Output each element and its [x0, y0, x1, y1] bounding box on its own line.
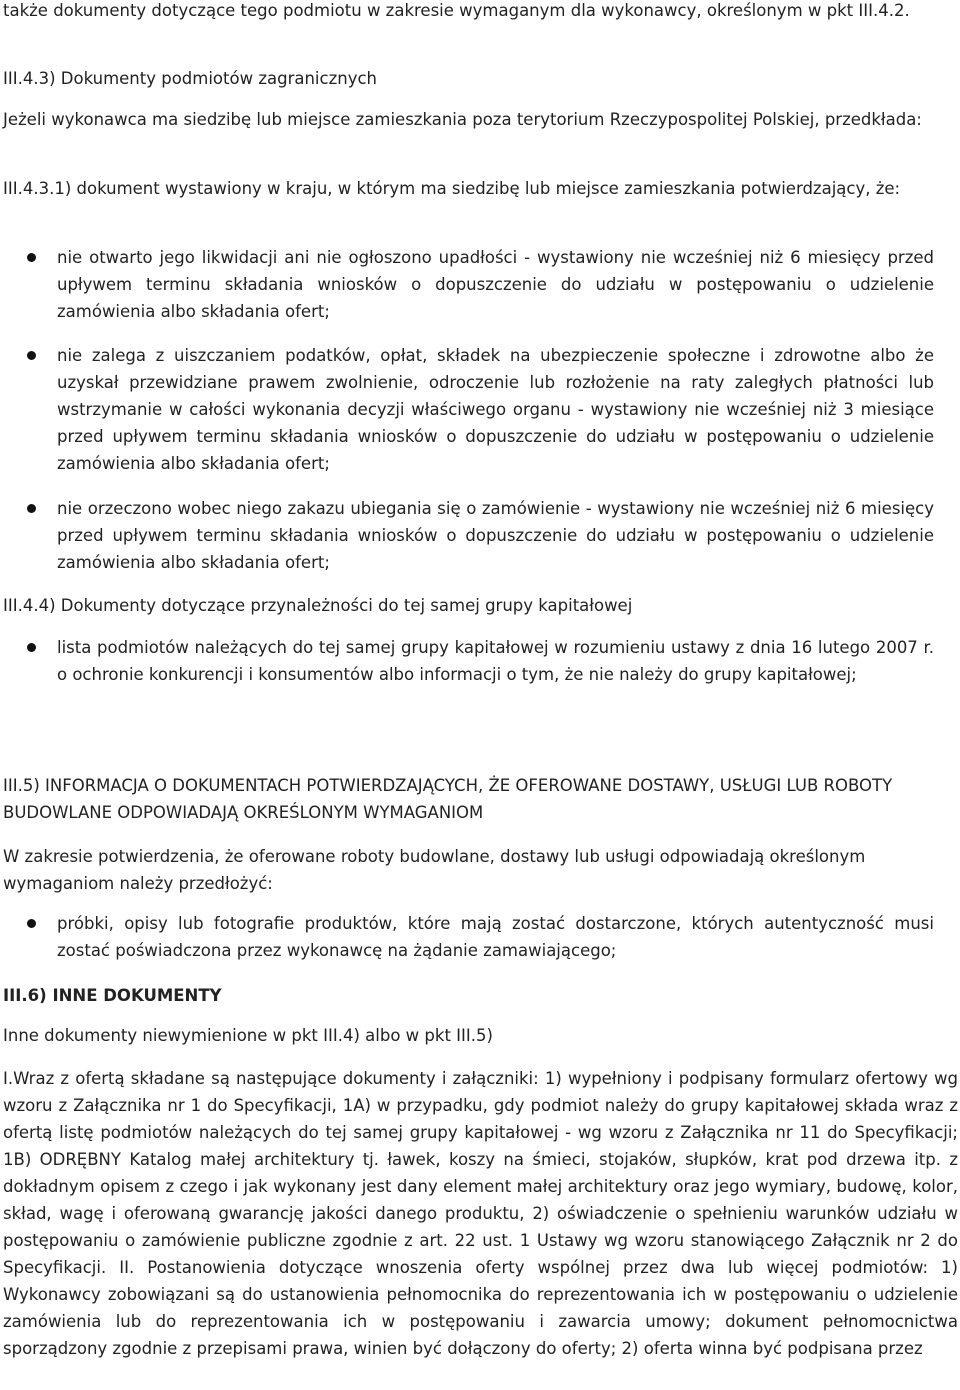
- list-item: nie zalega z uiszczaniem podatków, opłat, składek na ubezpieczenie społeczne i zdrowotne albo że uzyskał przewidziane prawem zwolnienie, odroczenie lub rozłożenie na raty zaległych płatności lub wstrzymanie w całości wykonania decyzji właściwego organu - wystawiony nie wcześniej niż 3 miesiące przed upływem terminu składania wniosków o dopuszczenie do udziału w postępowaniu o udzielenie zamówienia albo składania ofert;: [57, 342, 934, 477]
- intro-tail-paragraph: także dokumenty dotyczące tego podmiotu w zakresie wymaganym dla wykonawcy, określonym w pkt III.4.2.: [3, 1, 910, 20]
- section-6-body: I.Wraz z ofertą składane są następujące dokumenty i załączniki: 1) wypełniony i podpisany formularz ofertowy wg wzoru z Załącznika nr 1 do Specyfikacji, 1A) w przypadku, gdy podmiot należy do grupy kapitałowej składa wraz z ofertą listę podmiotów należących do tej samej grupy kapitałowej - wg wzoru z Załącznika nr 11 do Specyfikacji; 1B) ODRĘBNY Katalog małej architektury tj. ławek, koszy na śmieci, stojaków, słupków, krat pod drzewa itp. z dokładnym opisem z czego i jak wykonany jest dany element małej architektury oraz jego wymiary, budowę, kolor, skład, wagę i oferowaną gwarancję jakości danego produktu, 2) oświadczenie o spełnieniu warunków udziału w postępowaniu o zamówienie publiczne zgodnie z art. 22 ust. 1 Ustawy wg wzoru stanowiącego Załącznik nr 2 do Specyfikacji. II. Postanowienia dotyczące wnoszenia oferty wspólnej przez dwa lub więcej podmiotów: 1) Wykonawcy zobowiązani są do ustanowienia pełnomocnika do reprezentowania ich w postępowaniu o udzielenie zamówienia lub do reprezentowania ich w postępowaniu i zawarcia umowy; dokument pełnomocnictwa sporządzony zgodnie z przepisami prawa, winien być dołączony do oferty; 2) oferta winna być podpisana przez: [3, 1069, 958, 1358]
- section-6-heading: III.6) INNE DOKUMENTY: [3, 986, 222, 1005]
- bullet-icon: [27, 253, 36, 262]
- bullet-icon: [27, 351, 36, 360]
- section-4-3-intro: Jeżeli wykonawca ma siedzibę lub miejsce zamieszkania poza terytorium Rzeczypospolitej Polskiej, przedkłada:: [3, 110, 922, 129]
- section-5-heading: III.5) INFORMACJA O DOKUMENTACH POTWIERDZAJĄCYCH, ŻE OFEROWANE DOSTAWY, USŁUGI LUB ROBOTY BUDOWLANE ODPOWIADAJĄ OKREŚLONYM WYMAGANIOM: [3, 776, 893, 822]
- section-4-3-1-paragraph: III.4.3.1) dokument wystawiony w kraju, w którym ma siedzibę lub miejsce zamieszkania potwierdzający, że:: [3, 179, 901, 198]
- bullet-icon: [27, 643, 36, 652]
- bullet-icon: [27, 504, 36, 513]
- list-item: nie otwarto jego likwidacji ani nie ogłoszono upadłości - wystawiony nie wcześniej niż 6 miesięcy przed upływem terminu składania wniosków o dopuszczenie do udziału w postępowaniu o udzielenie zamówienia albo składania ofert;: [57, 244, 934, 325]
- section-4-4-heading: III.4.4) Dokumenty dotyczące przynależności do tej samej grupy kapitałowej: [3, 596, 633, 615]
- section-5-intro: W zakresie potwierdzenia, że oferowane roboty budowlane, dostawy lub usługi odpowiadają określonym wymaganiom należy przedłożyć:: [3, 847, 866, 893]
- section-6-intro: Inne dokumenty niewymienione w pkt III.4) albo w pkt III.5): [3, 1026, 493, 1045]
- list-item: próbki, opisy lub fotografie produktów, które mają zostać dostarczone, których autentyczność musi zostać poświadczona przez wykonawcę na żądanie zamawiającego;: [57, 910, 934, 964]
- list-item: lista podmiotów należących do tej samej grupy kapitałowej w rozumieniu ustawy z dnia 16 lutego 2007 r. o ochronie konkurencji i konsumentów albo informacji o tym, że nie należy do grupy kapitałowej;: [57, 634, 934, 688]
- list-item: nie orzeczono wobec niego zakazu ubiegania się o zamówienie - wystawiony nie wcześniej niż 6 miesięcy przed upływem terminu składania wniosków o dopuszczenie do udziału w postępowaniu o udzielenie zamówienia albo składania ofert;: [57, 495, 934, 576]
- bullet-icon: [27, 919, 36, 928]
- section-4-3-heading: III.4.3) Dokumenty podmiotów zagranicznych: [3, 69, 377, 88]
